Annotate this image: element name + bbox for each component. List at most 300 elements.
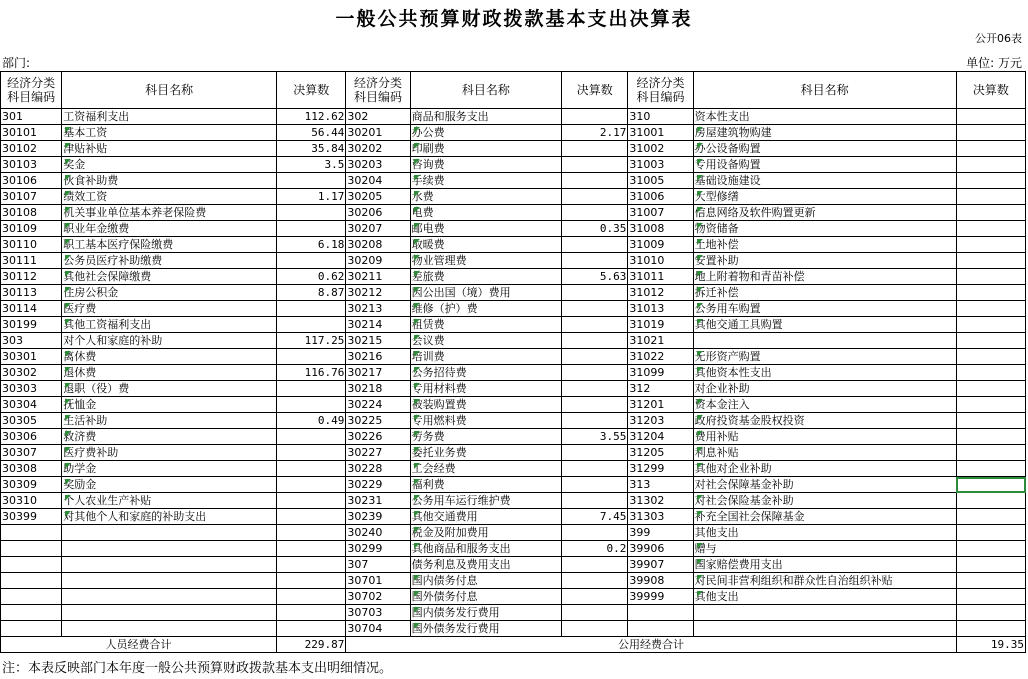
code-cell-1[interactable]: 30107 xyxy=(1,189,62,205)
code-cell-1[interactable]: 30111 xyxy=(1,253,62,269)
code-cell-2[interactable]: 30703 xyxy=(346,605,410,621)
code-cell-3[interactable]: 31002 xyxy=(628,141,693,157)
name-cell-1[interactable]: 救济费 xyxy=(62,429,277,445)
amount-cell-2[interactable] xyxy=(562,109,628,125)
amount-cell-1[interactable] xyxy=(277,541,346,557)
name-cell-1[interactable]: 伙食补助费 xyxy=(62,173,277,189)
code-cell-2[interactable]: 30212 xyxy=(346,285,410,301)
code-cell-1[interactable]: 30306 xyxy=(1,429,62,445)
name-cell-3[interactable]: 赠与 xyxy=(693,541,956,557)
header-amount-1[interactable]: 决算数 xyxy=(277,72,346,109)
code-cell-1[interactable]: 30114 xyxy=(1,301,62,317)
code-cell-2[interactable]: 30215 xyxy=(346,333,410,349)
amount-cell-2[interactable] xyxy=(562,349,628,365)
code-cell-3[interactable]: 399 xyxy=(628,525,693,541)
name-cell-2[interactable]: 国内债务付息 xyxy=(410,573,562,589)
amount-cell-3[interactable] xyxy=(956,365,1025,381)
code-cell-1[interactable]: 30113 xyxy=(1,285,62,301)
name-cell-1[interactable] xyxy=(62,541,277,557)
public-total-value[interactable]: 19.35 xyxy=(956,637,1025,653)
code-cell-1[interactable]: 30399 xyxy=(1,509,62,525)
code-cell-2[interactable]: 30204 xyxy=(346,173,410,189)
code-cell-2[interactable]: 30240 xyxy=(346,525,410,541)
code-cell-3[interactable]: 31006 xyxy=(628,189,693,205)
code-cell-3[interactable]: 31205 xyxy=(628,445,693,461)
name-cell-1[interactable]: 职业年金缴费 xyxy=(62,221,277,237)
code-cell-3[interactable]: 31008 xyxy=(628,221,693,237)
code-cell-1[interactable] xyxy=(1,621,62,637)
amount-cell-1[interactable]: 1.17 xyxy=(277,189,346,205)
amount-cell-1[interactable]: 3.5 xyxy=(277,157,346,173)
selected-cell[interactable] xyxy=(956,477,1025,493)
code-cell-3[interactable]: 310 xyxy=(628,109,693,125)
name-cell-1[interactable] xyxy=(62,573,277,589)
header-code-1[interactable]: 经济分类 科目编码 xyxy=(1,72,62,109)
amount-cell-1[interactable] xyxy=(277,573,346,589)
code-cell-3[interactable]: 31302 xyxy=(628,493,693,509)
code-cell-1[interactable]: 30106 xyxy=(1,173,62,189)
code-cell-2[interactable]: 30213 xyxy=(346,301,410,317)
code-cell-2[interactable]: 30228 xyxy=(346,461,410,477)
amount-cell-1[interactable] xyxy=(277,301,346,317)
code-cell-3[interactable]: 31009 xyxy=(628,237,693,253)
name-cell-1[interactable]: 抚恤金 xyxy=(62,397,277,413)
name-cell-3[interactable]: 政府投资基金股权投资 xyxy=(693,413,956,429)
amount-cell-3[interactable] xyxy=(956,381,1025,397)
name-cell-3[interactable]: 无形资产购置 xyxy=(693,349,956,365)
code-cell-3[interactable]: 31007 xyxy=(628,205,693,221)
name-cell-3[interactable]: 房屋建筑物购建 xyxy=(693,125,956,141)
amount-cell-3[interactable] xyxy=(956,589,1025,605)
name-cell-3[interactable]: 补充全国社会保障基金 xyxy=(693,509,956,525)
amount-cell-2[interactable] xyxy=(562,237,628,253)
code-cell-1[interactable]: 30310 xyxy=(1,493,62,509)
name-cell-1[interactable]: 职工基本医疗保险缴费 xyxy=(62,237,277,253)
name-cell-2[interactable]: 国内债务发行费用 xyxy=(410,605,562,621)
name-cell-1[interactable] xyxy=(62,557,277,573)
amount-cell-1[interactable] xyxy=(277,381,346,397)
amount-cell-2[interactable] xyxy=(562,445,628,461)
code-cell-1[interactable]: 30102 xyxy=(1,141,62,157)
name-cell-1[interactable]: 基本工资 xyxy=(62,125,277,141)
amount-cell-3[interactable] xyxy=(956,125,1025,141)
personnel-total-label[interactable]: 人员经费合计 xyxy=(1,637,277,653)
code-cell-2[interactable]: 30704 xyxy=(346,621,410,637)
code-cell-3[interactable]: 31201 xyxy=(628,397,693,413)
name-cell-1[interactable]: 工资福利支出 xyxy=(62,109,277,125)
code-cell-1[interactable]: 30307 xyxy=(1,445,62,461)
header-amount-3[interactable]: 决算数 xyxy=(956,72,1025,109)
amount-cell-3[interactable] xyxy=(956,269,1025,285)
code-cell-3[interactable] xyxy=(628,605,693,621)
name-cell-1[interactable]: 医疗费补助 xyxy=(62,445,277,461)
code-cell-1[interactable]: 30304 xyxy=(1,397,62,413)
code-cell-2[interactable]: 30701 xyxy=(346,573,410,589)
name-cell-2[interactable]: 手续费 xyxy=(410,173,562,189)
name-cell-3[interactable]: 资本性支出 xyxy=(693,109,956,125)
code-cell-1[interactable] xyxy=(1,525,62,541)
header-code-3[interactable]: 经济分类 科目编码 xyxy=(628,72,693,109)
amount-cell-2[interactable] xyxy=(562,189,628,205)
amount-cell-2[interactable]: 0.35 xyxy=(562,221,628,237)
name-cell-2[interactable]: 印刷费 xyxy=(410,141,562,157)
name-cell-3[interactable]: 专用设备购置 xyxy=(693,157,956,173)
code-cell-2[interactable]: 30205 xyxy=(346,189,410,205)
name-cell-1[interactable]: 生活补助 xyxy=(62,413,277,429)
amount-cell-3[interactable] xyxy=(956,541,1025,557)
amount-cell-2[interactable] xyxy=(562,557,628,573)
personnel-total-value[interactable]: 229.87 xyxy=(277,637,346,653)
code-cell-3[interactable]: 39907 xyxy=(628,557,693,573)
amount-cell-3[interactable] xyxy=(956,253,1025,269)
code-cell-2[interactable]: 30211 xyxy=(346,269,410,285)
amount-cell-1[interactable] xyxy=(277,589,346,605)
amount-cell-2[interactable] xyxy=(562,589,628,605)
name-cell-3[interactable]: 费用补贴 xyxy=(693,429,956,445)
code-cell-1[interactable]: 30309 xyxy=(1,477,62,493)
name-cell-1[interactable]: 奖励金 xyxy=(62,477,277,493)
code-cell-1[interactable]: 30199 xyxy=(1,317,62,333)
name-cell-2[interactable]: 公务用车运行维护费 xyxy=(410,493,562,509)
amount-cell-3[interactable] xyxy=(956,221,1025,237)
amount-cell-1[interactable] xyxy=(277,173,346,189)
name-cell-3[interactable]: 对企业补助 xyxy=(693,381,956,397)
code-cell-3[interactable]: 31001 xyxy=(628,125,693,141)
amount-cell-1[interactable] xyxy=(277,445,346,461)
name-cell-2[interactable]: 办公费 xyxy=(410,125,562,141)
name-cell-3[interactable]: 大型修缮 xyxy=(693,189,956,205)
code-cell-3[interactable]: 39906 xyxy=(628,541,693,557)
amount-cell-3[interactable] xyxy=(956,429,1025,445)
amount-cell-2[interactable]: 0.2 xyxy=(562,541,628,557)
name-cell-1[interactable]: 其他工资福利支出 xyxy=(62,317,277,333)
amount-cell-3[interactable] xyxy=(956,333,1025,349)
name-cell-2[interactable]: 其他交通费用 xyxy=(410,509,562,525)
name-cell-1[interactable]: 奖金 xyxy=(62,157,277,173)
amount-cell-1[interactable]: 8.87 xyxy=(277,285,346,301)
code-cell-2[interactable]: 307 xyxy=(346,557,410,573)
code-cell-2[interactable]: 30209 xyxy=(346,253,410,269)
name-cell-3[interactable]: 安置补助 xyxy=(693,253,956,269)
code-cell-3[interactable]: 31019 xyxy=(628,317,693,333)
code-cell-2[interactable]: 30214 xyxy=(346,317,410,333)
amount-cell-3[interactable] xyxy=(956,157,1025,173)
code-cell-1[interactable]: 30301 xyxy=(1,349,62,365)
amount-cell-2[interactable] xyxy=(562,157,628,173)
name-cell-2[interactable]: 咨询费 xyxy=(410,157,562,173)
name-cell-2[interactable]: 工会经费 xyxy=(410,461,562,477)
name-cell-1[interactable] xyxy=(62,525,277,541)
amount-cell-2[interactable] xyxy=(562,397,628,413)
code-cell-2[interactable]: 30218 xyxy=(346,381,410,397)
name-cell-2[interactable]: 国外债务发行费用 xyxy=(410,621,562,637)
name-cell-1[interactable]: 离休费 xyxy=(62,349,277,365)
amount-cell-2[interactable] xyxy=(562,621,628,637)
name-cell-3[interactable]: 地上附着物和青苗补偿 xyxy=(693,269,956,285)
code-cell-3[interactable]: 31010 xyxy=(628,253,693,269)
name-cell-2[interactable]: 国外债务付息 xyxy=(410,589,562,605)
code-cell-3[interactable]: 31011 xyxy=(628,269,693,285)
name-cell-3[interactable]: 信息网络及软件购置更新 xyxy=(693,205,956,221)
code-cell-2[interactable]: 30299 xyxy=(346,541,410,557)
amount-cell-2[interactable]: 2.17 xyxy=(562,125,628,141)
amount-cell-2[interactable] xyxy=(562,301,628,317)
name-cell-3[interactable]: 资本金注入 xyxy=(693,397,956,413)
name-cell-2[interactable]: 公务招待费 xyxy=(410,365,562,381)
code-cell-2[interactable]: 30201 xyxy=(346,125,410,141)
amount-cell-2[interactable] xyxy=(562,285,628,301)
code-cell-2[interactable]: 30226 xyxy=(346,429,410,445)
amount-cell-3[interactable] xyxy=(956,557,1025,573)
name-cell-3[interactable]: 对社会保险基金补助 xyxy=(693,493,956,509)
code-cell-3[interactable]: 31003 xyxy=(628,157,693,173)
amount-cell-3[interactable] xyxy=(956,189,1025,205)
amount-cell-3[interactable] xyxy=(956,573,1025,589)
code-cell-1[interactable] xyxy=(1,557,62,573)
code-cell-1[interactable] xyxy=(1,589,62,605)
code-cell-3[interactable]: 39908 xyxy=(628,573,693,589)
amount-cell-1[interactable] xyxy=(277,317,346,333)
name-cell-2[interactable]: 物业管理费 xyxy=(410,253,562,269)
code-cell-1[interactable]: 30108 xyxy=(1,205,62,221)
amount-cell-3[interactable] xyxy=(956,605,1025,621)
amount-cell-2[interactable] xyxy=(562,205,628,221)
amount-cell-3[interactable] xyxy=(956,621,1025,637)
amount-cell-2[interactable] xyxy=(562,253,628,269)
amount-cell-2[interactable] xyxy=(562,333,628,349)
header-name-3[interactable]: 科目名称 xyxy=(693,72,956,109)
amount-cell-3[interactable] xyxy=(956,301,1025,317)
code-cell-2[interactable]: 30239 xyxy=(346,509,410,525)
name-cell-2[interactable]: 会议费 xyxy=(410,333,562,349)
amount-cell-1[interactable] xyxy=(277,477,346,493)
amount-cell-1[interactable] xyxy=(277,429,346,445)
name-cell-1[interactable]: 公务员医疗补助缴费 xyxy=(62,253,277,269)
amount-cell-1[interactable] xyxy=(277,397,346,413)
amount-cell-3[interactable] xyxy=(956,205,1025,221)
code-cell-2[interactable]: 30224 xyxy=(346,397,410,413)
amount-cell-2[interactable]: 7.45 xyxy=(562,509,628,525)
public-total-label[interactable]: 公用经费合计 xyxy=(346,637,956,653)
name-cell-3[interactable]: 其他对企业补助 xyxy=(693,461,956,477)
amount-cell-1[interactable]: 0.62 xyxy=(277,269,346,285)
name-cell-3[interactable]: 其他交通工具购置 xyxy=(693,317,956,333)
code-cell-2[interactable]: 30227 xyxy=(346,445,410,461)
amount-cell-1[interactable]: 6.18 xyxy=(277,237,346,253)
code-cell-1[interactable] xyxy=(1,573,62,589)
amount-cell-2[interactable] xyxy=(562,461,628,477)
amount-cell-2[interactable] xyxy=(562,413,628,429)
name-cell-1[interactable]: 津贴补贴 xyxy=(62,141,277,157)
name-cell-3[interactable]: 物资储备 xyxy=(693,221,956,237)
amount-cell-3[interactable] xyxy=(956,141,1025,157)
name-cell-2[interactable]: 水费 xyxy=(410,189,562,205)
code-cell-3[interactable]: 31303 xyxy=(628,509,693,525)
amount-cell-3[interactable] xyxy=(956,397,1025,413)
header-code-2[interactable]: 经济分类 科目编码 xyxy=(346,72,410,109)
amount-cell-2[interactable] xyxy=(562,365,628,381)
name-cell-1[interactable]: 对其他个人和家庭的补助支出 xyxy=(62,509,277,525)
amount-cell-1[interactable] xyxy=(277,349,346,365)
amount-cell-3[interactable] xyxy=(956,317,1025,333)
code-cell-3[interactable] xyxy=(628,621,693,637)
name-cell-3[interactable] xyxy=(693,621,956,637)
amount-cell-2[interactable] xyxy=(562,573,628,589)
name-cell-1[interactable]: 机关事业单位基本养老保险费 xyxy=(62,205,277,221)
name-cell-1[interactable]: 对个人和家庭的补助 xyxy=(62,333,277,349)
amount-cell-2[interactable] xyxy=(562,525,628,541)
code-cell-2[interactable]: 30229 xyxy=(346,477,410,493)
amount-cell-2[interactable]: 5.63 xyxy=(562,269,628,285)
code-cell-1[interactable]: 30110 xyxy=(1,237,62,253)
name-cell-3[interactable] xyxy=(693,605,956,621)
code-cell-3[interactable]: 31005 xyxy=(628,173,693,189)
amount-cell-3[interactable] xyxy=(956,413,1025,429)
name-cell-3[interactable]: 其他支出 xyxy=(693,525,956,541)
name-cell-2[interactable]: 维修（护）费 xyxy=(410,301,562,317)
name-cell-2[interactable]: 因公出国（境）费用 xyxy=(410,285,562,301)
amount-cell-3[interactable] xyxy=(956,461,1025,477)
name-cell-2[interactable]: 专用燃料费 xyxy=(410,413,562,429)
code-cell-3[interactable]: 31013 xyxy=(628,301,693,317)
code-cell-3[interactable]: 313 xyxy=(628,477,693,493)
code-cell-1[interactable]: 30302 xyxy=(1,365,62,381)
name-cell-3[interactable]: 土地补偿 xyxy=(693,237,956,253)
code-cell-2[interactable]: 30216 xyxy=(346,349,410,365)
name-cell-1[interactable] xyxy=(62,605,277,621)
name-cell-2[interactable]: 租赁费 xyxy=(410,317,562,333)
name-cell-1[interactable]: 个人农业生产补贴 xyxy=(62,493,277,509)
amount-cell-3[interactable] xyxy=(956,493,1025,509)
name-cell-2[interactable]: 邮电费 xyxy=(410,221,562,237)
code-cell-2[interactable]: 30206 xyxy=(346,205,410,221)
amount-cell-3[interactable] xyxy=(956,173,1025,189)
amount-cell-1[interactable] xyxy=(277,205,346,221)
name-cell-3[interactable]: 公务用车购置 xyxy=(693,301,956,317)
code-cell-1[interactable]: 30112 xyxy=(1,269,62,285)
name-cell-1[interactable] xyxy=(62,621,277,637)
code-cell-2[interactable]: 30207 xyxy=(346,221,410,237)
amount-cell-2[interactable] xyxy=(562,477,628,493)
amount-cell-2[interactable] xyxy=(562,493,628,509)
code-cell-2[interactable]: 30208 xyxy=(346,237,410,253)
code-cell-3[interactable]: 31012 xyxy=(628,285,693,301)
code-cell-2[interactable]: 30202 xyxy=(346,141,410,157)
name-cell-2[interactable]: 差旅费 xyxy=(410,269,562,285)
code-cell-1[interactable]: 30305 xyxy=(1,413,62,429)
header-amount-2[interactable]: 决算数 xyxy=(562,72,628,109)
name-cell-1[interactable]: 其他社会保障缴费 xyxy=(62,269,277,285)
code-cell-1[interactable]: 303 xyxy=(1,333,62,349)
amount-cell-1[interactable]: 0.49 xyxy=(277,413,346,429)
name-cell-1[interactable]: 绩效工资 xyxy=(62,189,277,205)
amount-cell-1[interactable] xyxy=(277,621,346,637)
amount-cell-3[interactable] xyxy=(956,109,1025,125)
name-cell-2[interactable]: 培训费 xyxy=(410,349,562,365)
name-cell-1[interactable] xyxy=(62,589,277,605)
name-cell-3[interactable]: 基础设施建设 xyxy=(693,173,956,189)
code-cell-1[interactable] xyxy=(1,605,62,621)
amount-cell-3[interactable] xyxy=(956,285,1025,301)
amount-cell-1[interactable] xyxy=(277,509,346,525)
name-cell-3[interactable]: 其他资本性支出 xyxy=(693,365,956,381)
code-cell-3[interactable]: 312 xyxy=(628,381,693,397)
header-name-1[interactable]: 科目名称 xyxy=(62,72,277,109)
code-cell-1[interactable]: 30308 xyxy=(1,461,62,477)
code-cell-2[interactable]: 30225 xyxy=(346,413,410,429)
code-cell-2[interactable]: 30231 xyxy=(346,493,410,509)
name-cell-1[interactable]: 退职（役）费 xyxy=(62,381,277,397)
code-cell-3[interactable]: 31299 xyxy=(628,461,693,477)
amount-cell-1[interactable] xyxy=(277,221,346,237)
code-cell-3[interactable]: 39999 xyxy=(628,589,693,605)
name-cell-3[interactable]: 对社会保障基金补助 xyxy=(693,477,956,493)
code-cell-1[interactable]: 30101 xyxy=(1,125,62,141)
amount-cell-1[interactable]: 117.25 xyxy=(277,333,346,349)
amount-cell-2[interactable] xyxy=(562,173,628,189)
amount-cell-2[interactable] xyxy=(562,381,628,397)
amount-cell-2[interactable] xyxy=(562,141,628,157)
name-cell-3[interactable]: 拆迁补偿 xyxy=(693,285,956,301)
header-name-2[interactable]: 科目名称 xyxy=(410,72,562,109)
code-cell-3[interactable]: 31099 xyxy=(628,365,693,381)
code-cell-1[interactable] xyxy=(1,541,62,557)
amount-cell-1[interactable]: 112.62 xyxy=(277,109,346,125)
name-cell-3[interactable]: 其他支出 xyxy=(693,589,956,605)
name-cell-1[interactable]: 退休费 xyxy=(62,365,277,381)
name-cell-1[interactable]: 助学金 xyxy=(62,461,277,477)
amount-cell-1[interactable] xyxy=(277,253,346,269)
amount-cell-3[interactable] xyxy=(956,525,1025,541)
name-cell-2[interactable]: 委托业务费 xyxy=(410,445,562,461)
amount-cell-2[interactable]: 3.55 xyxy=(562,429,628,445)
name-cell-2[interactable]: 其他商品和服务支出 xyxy=(410,541,562,557)
code-cell-2[interactable]: 30702 xyxy=(346,589,410,605)
name-cell-3[interactable]: 利息补贴 xyxy=(693,445,956,461)
code-cell-1[interactable]: 301 xyxy=(1,109,62,125)
name-cell-2[interactable]: 福利费 xyxy=(410,477,562,493)
amount-cell-1[interactable] xyxy=(277,605,346,621)
name-cell-2[interactable]: 取暖费 xyxy=(410,237,562,253)
name-cell-3[interactable] xyxy=(693,333,956,349)
code-cell-3[interactable]: 31204 xyxy=(628,429,693,445)
amount-cell-2[interactable] xyxy=(562,605,628,621)
code-cell-3[interactable]: 31021 xyxy=(628,333,693,349)
code-cell-1[interactable]: 30303 xyxy=(1,381,62,397)
code-cell-3[interactable]: 31022 xyxy=(628,349,693,365)
amount-cell-3[interactable] xyxy=(956,509,1025,525)
code-cell-1[interactable]: 30103 xyxy=(1,157,62,173)
amount-cell-3[interactable] xyxy=(956,445,1025,461)
amount-cell-3[interactable] xyxy=(956,349,1025,365)
amount-cell-3[interactable] xyxy=(956,237,1025,253)
amount-cell-1[interactable]: 116.76 xyxy=(277,365,346,381)
name-cell-2[interactable]: 债务利息及费用支出 xyxy=(410,557,562,573)
code-cell-2[interactable]: 30203 xyxy=(346,157,410,173)
name-cell-1[interactable]: 医疗费 xyxy=(62,301,277,317)
amount-cell-1[interactable]: 35.84 xyxy=(277,141,346,157)
code-cell-2[interactable]: 302 xyxy=(346,109,410,125)
amount-cell-1[interactable] xyxy=(277,525,346,541)
amount-cell-1[interactable] xyxy=(277,461,346,477)
code-cell-3[interactable]: 31203 xyxy=(628,413,693,429)
name-cell-2[interactable]: 税金及附加费用 xyxy=(410,525,562,541)
code-cell-1[interactable]: 30109 xyxy=(1,221,62,237)
name-cell-3[interactable]: 国家赔偿费用支出 xyxy=(693,557,956,573)
name-cell-2[interactable]: 被装购置费 xyxy=(410,397,562,413)
amount-cell-2[interactable] xyxy=(562,317,628,333)
name-cell-3[interactable]: 对民间非营利组织和群众性自治组织补贴 xyxy=(693,573,956,589)
